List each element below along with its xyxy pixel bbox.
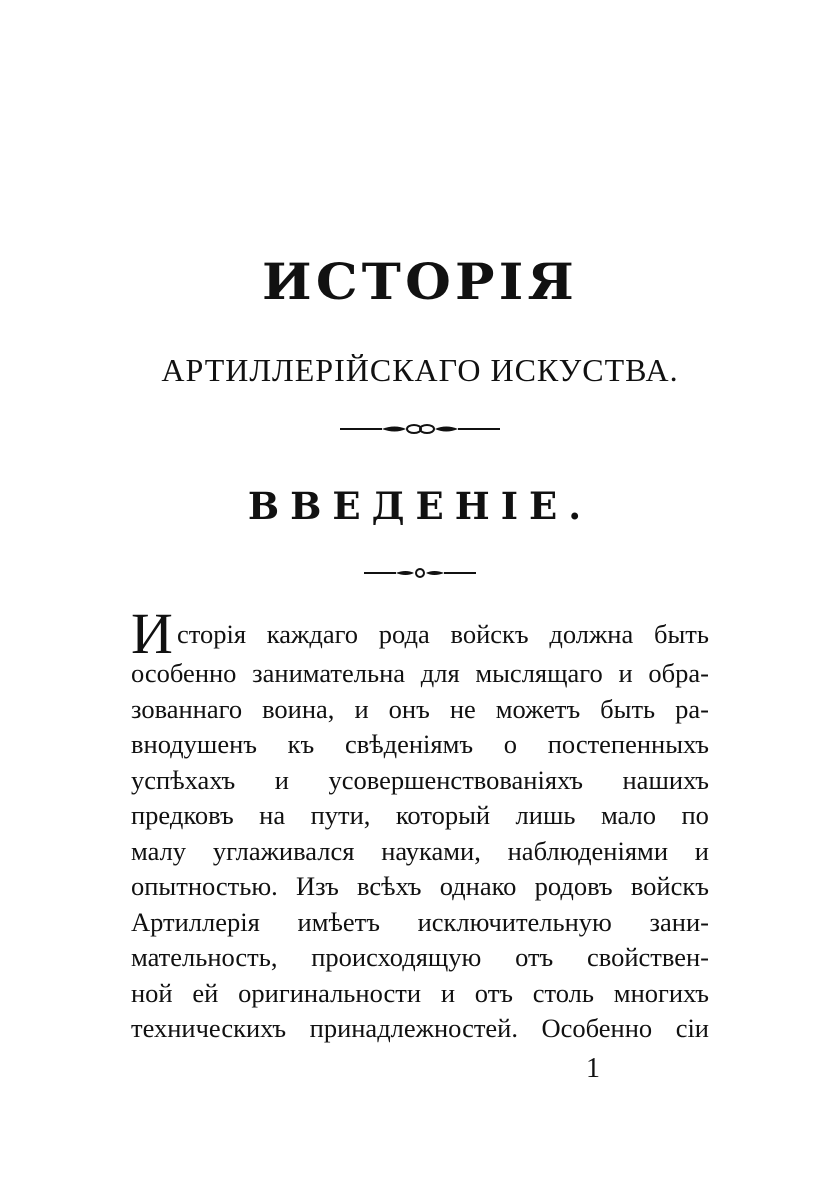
word: сіи [675,1013,709,1043]
word: внодушенъ [131,729,257,759]
word: и [274,764,289,795]
word: принадлежностей. [309,1013,518,1043]
word: сторія [177,619,247,649]
word: для [420,658,460,688]
text-line [131,601,709,666]
word: и [440,977,455,1008]
page-title: ИСТОРІЯ [262,252,578,311]
word: войскъ [630,871,709,901]
word: успѣхахъ [131,764,236,795]
word: оригинальности [238,977,422,1008]
text-line [131,692,709,728]
word: не [449,693,476,724]
word: зани- [649,906,709,937]
drop-cap: И [131,601,173,666]
word: науками, [381,835,481,866]
word: ной [131,977,173,1008]
word: Особенно [541,1013,653,1043]
word: отъ [474,977,513,1008]
text-line [131,940,709,976]
word: однако [439,871,517,901]
word: столь [532,977,594,1008]
word: углаживался [212,835,355,866]
word: всѣхъ [357,871,422,901]
word: лишь [515,800,576,830]
ornamental-rule-small-icon [0,566,840,580]
word: и [694,835,709,866]
page-number: 1 [586,1053,600,1084]
word: войскъ [450,619,529,649]
word: мало [600,800,656,830]
word: ей [192,977,219,1008]
first-line-text [177,612,709,656]
word: о [503,729,518,759]
word: свѣденіямъ [344,729,474,759]
word: Артиллерія [131,906,260,937]
word: пути, [310,800,371,830]
word: быть [600,693,656,724]
word: зованнаго [131,693,243,724]
text-line [131,727,709,763]
word: Изъ [295,871,339,901]
word: воина, [262,693,335,724]
word: мательность, [131,942,278,972]
section-heading: ВВЕДЕНІЕ. [247,484,593,528]
text-line [131,656,709,692]
text-line [131,834,709,870]
body-paragraph [131,601,709,1047]
page-subtitle: АРТИЛЛЕРІЙСКАГО ИСКУСТВА. [161,352,679,388]
word: опытностью. [131,871,278,901]
word: быть [654,619,709,649]
word: имѣетъ [297,906,380,937]
text-line [131,1011,709,1047]
word: должна [549,619,634,649]
word: рода [378,619,430,649]
word: свойствен- [587,942,709,972]
text-line [131,976,709,1012]
word: нашихъ [622,764,709,795]
ornamental-rule-icon [0,422,840,436]
word: отъ [515,942,554,972]
word: предковъ [131,800,234,830]
word: усовершенствованіяхъ [328,764,583,795]
text-line [131,763,709,799]
word: обра- [648,658,709,688]
word: особенно [131,658,237,688]
word: наблюденіями [507,835,668,866]
word: исключительную [417,906,612,937]
word: по [681,800,709,830]
word: родовъ [534,871,613,901]
word: и [354,693,369,724]
text-line [131,905,709,941]
word: постепенныхъ [547,729,709,759]
text-line [131,869,709,905]
text-line [131,798,709,834]
word: на [259,800,286,830]
word: техническихъ [131,1013,287,1043]
word: онъ [388,693,430,724]
word: который [395,800,491,830]
word: происходящую [311,942,482,972]
word: занимательна [252,658,406,688]
word: каждаго [266,619,359,649]
word: многихъ [613,977,709,1008]
word: и [618,658,633,688]
word: можетъ [495,693,581,724]
word: мыслящаго [475,658,603,688]
word: къ [287,729,315,759]
word: ра- [675,693,709,724]
word: малу [131,835,187,866]
